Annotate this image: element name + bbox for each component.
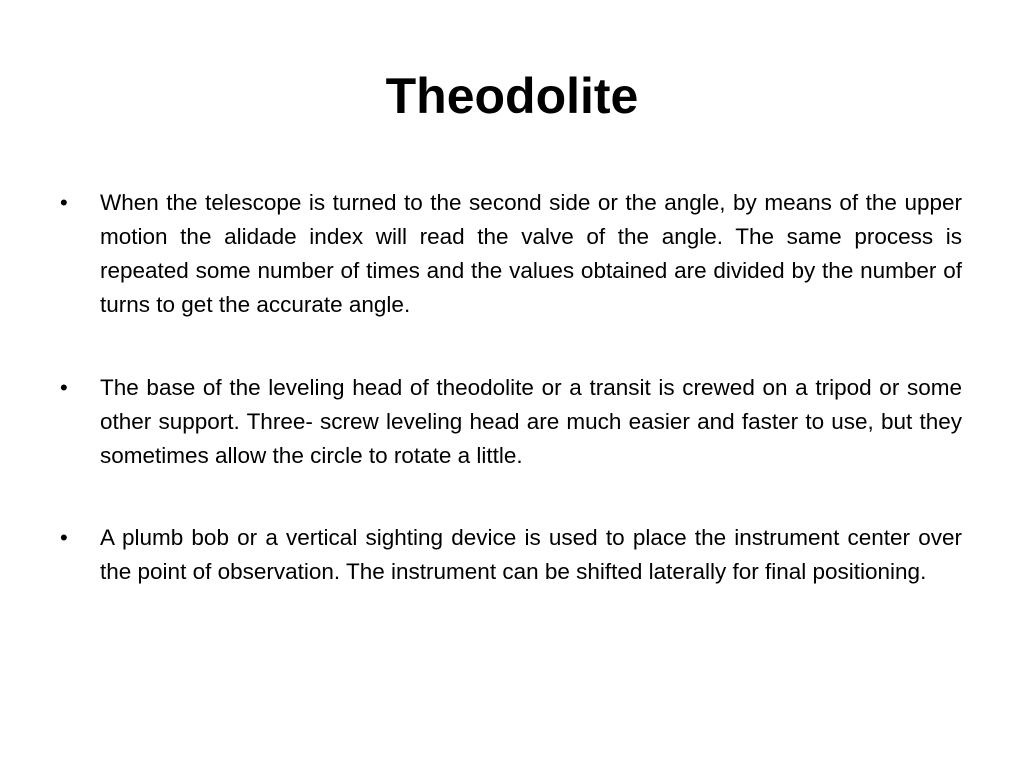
bullet-text: The base of the leveling head of theodolite or a transit is crewed on a tripod or some other support. Three- screw leveling head are much easier and faster to use, but they sometimes allow the circle to rotate a little. — [100, 375, 962, 468]
bullet-text: When the telescope is turned to the second side or the angle, by means of the upper motion the alidade index will read the valve of the angle. The same process is repeated some number of times and the values obtained are divided by the number of turns to get the accurate angle. — [100, 190, 962, 317]
bullet-icon: • — [60, 525, 68, 550]
bullet-icon: • — [60, 190, 68, 215]
bullet-item — [60, 371, 962, 473]
bullet-text: A plumb bob or a vertical sighting device is used to place the instrument center over the point of observation. The instrument can be shifted laterally for final positioning. — [100, 525, 962, 584]
bullet-item — [60, 186, 962, 322]
bullet-item — [60, 521, 962, 589]
slide-title: Theodolite — [385, 68, 639, 124]
bullet-icon: • — [60, 375, 68, 400]
